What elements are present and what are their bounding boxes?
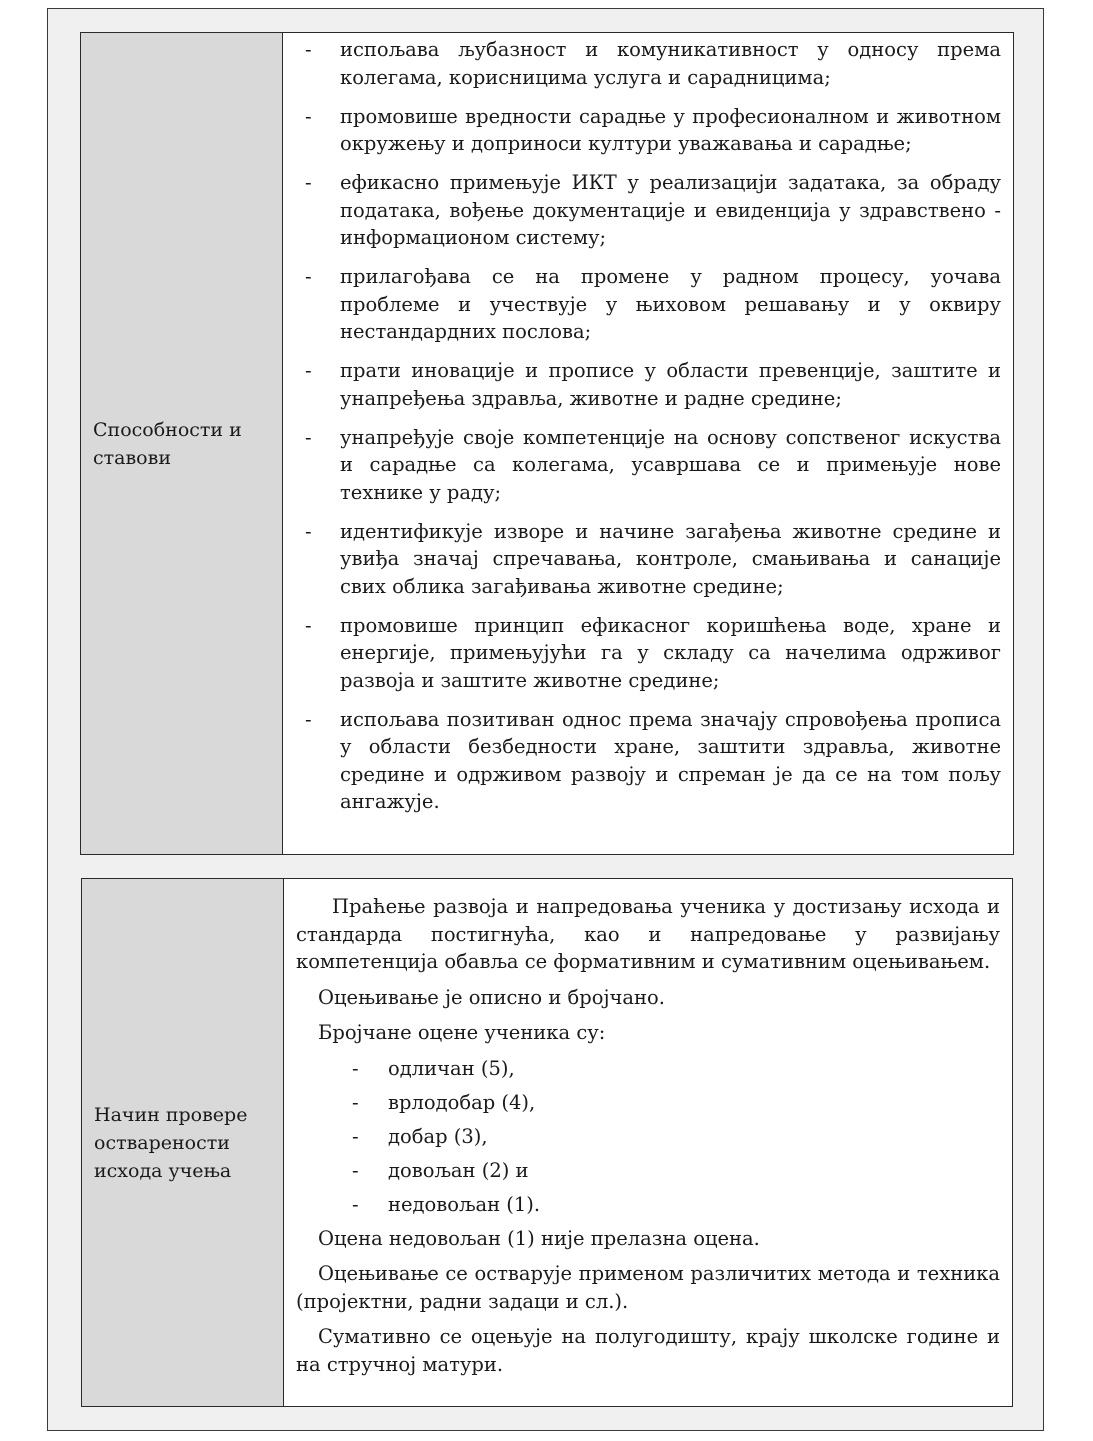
dash-bullet: - [305,38,312,61]
list-item: - прати иновације и прописе у области превенције, заштите и унапређења здравља, животне и радне средине; [305,359,1001,410]
list-item: - одличан (5), [352,1055,1000,1083]
abilities-label: Способности и ставови [93,418,242,469]
summative-paragraph: Сумативно се оцењује на полугодишту, крају школске године и на стручној матури. [296,1325,1000,1376]
dash-bullet: - [352,1124,359,1148]
assessment-label-cell [82,879,284,1406]
assessment-intro: Праћење развоја и напредовања ученика у достизању исхода и стандарда постигнућа, као и напредовање у развијању компетенција обавља се формативним и сумативним оцењивањем. [296,895,1000,973]
list-item: - испољава позитиван однос према значају спровођења прописа у области безбедности хране, заштити здравља, животне средине и одрживом развоју и спреман је да се на том пољу ангажује. [305,707,1001,813]
dash-bullet: - [305,519,312,543]
dash-bullet: - [305,171,312,194]
list-item: - идентификује изворе и начине загађења животне средине и увиђа значај спречавања, контроле, смањивања и санације свих облика загађивања животне средине; [305,519,1001,598]
assessment-content-cell [284,879,1012,1406]
list-item: - довољан (2) и [352,1157,1000,1185]
list-item: - прилагођава се на промене у радном процесу, уочава проблеме и учествује у њиховом решавању и у оквиру нестандардних послова; [305,265,1001,343]
dash-bullet: - [305,265,312,288]
abilities-list [305,36,1001,816]
dash-bullet: - [305,104,312,128]
assessment-table [81,878,1013,1407]
dash-bullet: - [305,707,312,731]
dash-bullet: - [305,425,312,449]
abilities-content-cell [283,33,1013,854]
list-item: - промовише вредности сарадње у професионалном и животном окружењу и доприноси култури уважавања и сарадње; [305,104,1001,155]
dash-bullet: - [352,1056,359,1080]
abilities-label-cell [81,33,283,854]
dash-bullet: - [352,1090,359,1114]
list-item: - недовољан (1). [352,1191,1000,1219]
dash-bullet: - [352,1192,359,1216]
list-item: - промовише принцип ефикасног коришћења воде, хране и енергије, примењујући га у складу са начелима одрживог развоја и заштите животне средине; [305,613,1001,692]
list-item: - добар (3), [352,1123,1000,1151]
abilities-table [80,32,1014,855]
dash-bullet: - [352,1158,359,1182]
dash-bullet: - [305,359,312,382]
methods-paragraph: Оцењивање се остварује применом различитих метода и техника (пројектни, радни задаци и сл.). [296,1262,1000,1313]
list-item: - унапређује своје компетенције на основу сопственог искуства и сарадње са колегама, усавршава се и примењује нове технике у раду; [305,425,1001,504]
list-item: - испољава љубазност и комуникативност у односу према колегама, корисницима услуга и сарадницима; [305,38,1001,89]
descriptive-paragraph: Оцењивање је описно и бројчано. [318,985,665,1009]
list-item: - врлодобар (4), [352,1089,1000,1117]
list-item: - ефикасно примењује ИКТ у реализацији задатака, за обраду података, вођење документације и евиденција у здравствено - информационом систему; [305,171,1001,249]
grades-title: Бројчане оцене ученика су: [318,1021,606,1044]
assessment-label: Начин провере остварености исхода учења [94,1103,248,1182]
dash-bullet: - [305,613,312,637]
fail-grade-paragraph: Оцена недовољан (1) није прелазна оцена. [318,1226,760,1250]
grades-list [352,1055,1000,1219]
